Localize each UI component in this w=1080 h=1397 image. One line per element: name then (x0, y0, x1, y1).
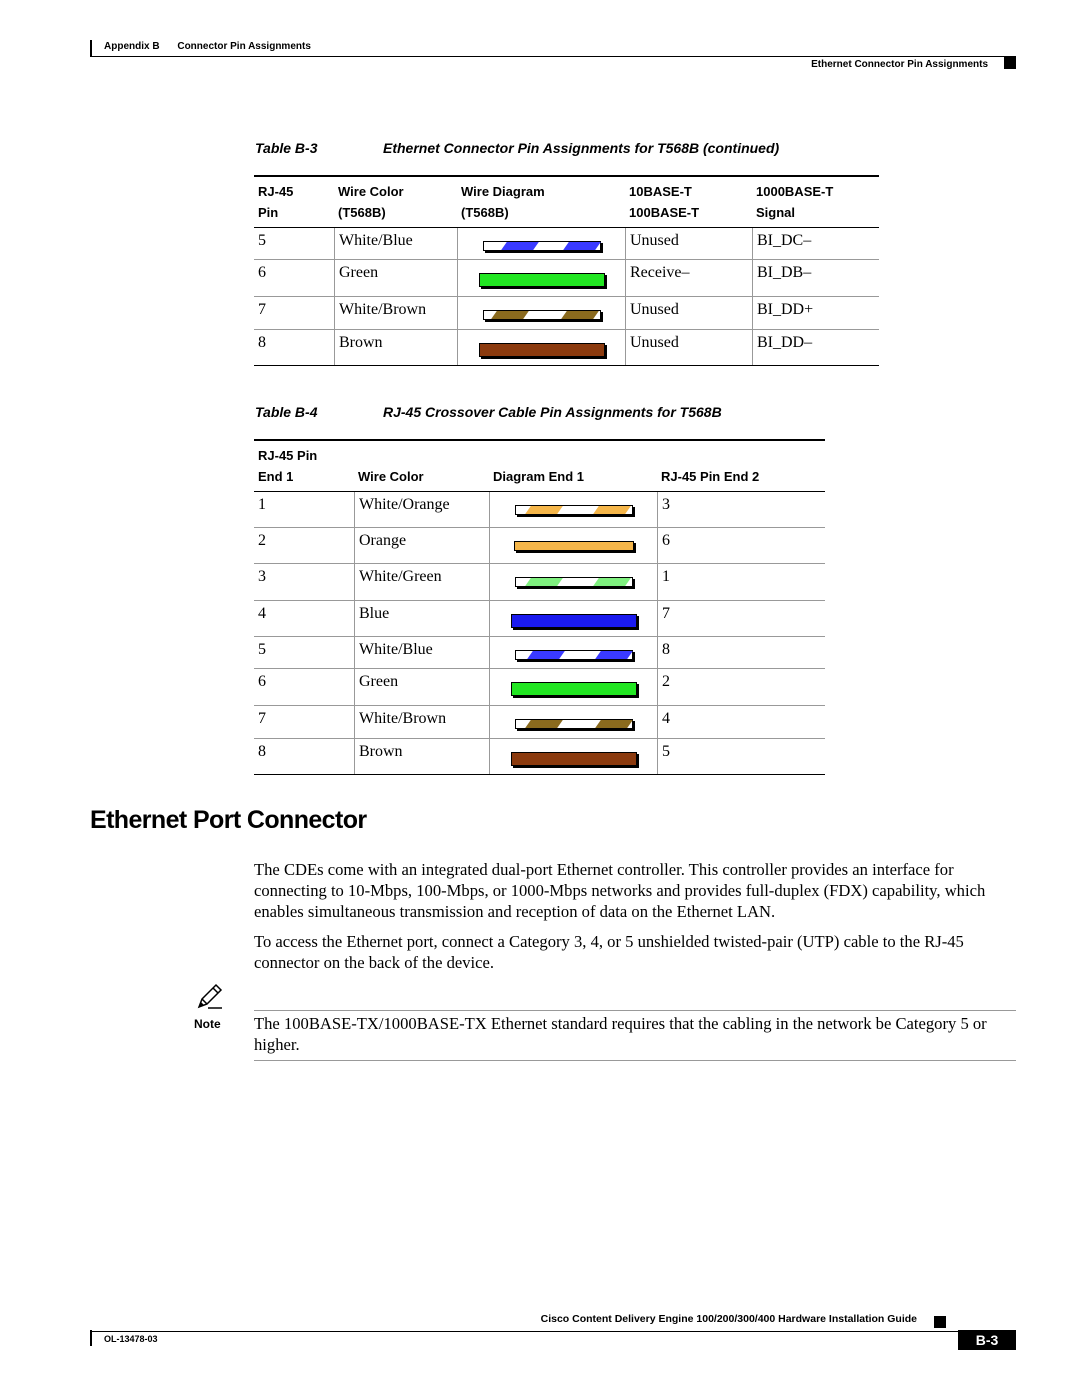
wire-color-cell: White/Blue (334, 228, 457, 259)
header-line: Diagram End 1 (493, 469, 585, 484)
signal-10-100-cell: Unused (625, 228, 752, 259)
section-label: Connector Pin Assignments (177, 41, 311, 52)
wire-brown (511, 752, 637, 766)
wire-color-cell: White/Orange (354, 492, 489, 527)
pin-end2-cell: 7 (657, 601, 825, 636)
wire-color-cell: White/Brown (354, 706, 489, 738)
pin-end2-cell: 4 (657, 706, 825, 738)
header-marker (1004, 57, 1016, 69)
table-row (254, 330, 879, 366)
table-b4-label: Table B-4 (255, 404, 318, 420)
header-line (493, 445, 653, 466)
wire-color-cell: Brown (354, 739, 489, 774)
wire-brown (479, 343, 605, 357)
header-cell (489, 441, 657, 491)
wire-stripe (593, 578, 631, 586)
paragraph-access: To access the Ethernet port, connect a Category 3, 4, or 5 unshielded twisted-pair (UTP) cable to the RJ-45 connector on the back of the device. (254, 932, 964, 972)
header-line: Pin (258, 205, 279, 220)
table-row (254, 669, 825, 706)
table-row (254, 637, 825, 669)
wire-stripe (525, 506, 563, 514)
header-cell (657, 441, 825, 491)
wire-diagram-cell (489, 637, 657, 668)
footer-marker (934, 1316, 946, 1328)
pin-end2-cell: 8 (657, 637, 825, 668)
wire-diagram-cell (457, 260, 625, 296)
table-row (254, 564, 825, 601)
header-cell (457, 177, 625, 227)
wire-white-blue (515, 650, 633, 660)
pin-cell: 6 (258, 264, 266, 281)
header-cell (752, 177, 879, 227)
footer-bar (90, 1330, 92, 1346)
wire-stripe (595, 651, 633, 659)
pin-cell: 5 (258, 232, 266, 249)
header-line: RJ-45 Pin End 2 (661, 469, 760, 484)
pin-end1-cell: 5 (258, 641, 266, 658)
pin-end1-cell: 4 (258, 605, 266, 622)
wire-stripe (491, 311, 529, 319)
section-heading: Ethernet Port Connector (90, 806, 367, 834)
pin-end2-cell: 1 (657, 564, 825, 600)
pin-end2-cell: 5 (657, 739, 825, 774)
wire-diagram-cell (457, 330, 625, 365)
wire-stripe (527, 651, 565, 659)
header-cell (254, 441, 354, 491)
table-b4-header-row (254, 441, 825, 492)
header-cell (625, 177, 752, 227)
doc-number: OL-13478-03 (104, 1334, 158, 1344)
table-row (254, 601, 825, 637)
wire-blue (511, 614, 637, 628)
pin-end1-cell: 7 (258, 710, 266, 727)
pin-cell: 8 (258, 334, 266, 351)
header-line: Wire Color (358, 469, 424, 484)
table-row (254, 228, 879, 260)
signal-1000-cell: BI_DD+ (752, 297, 879, 329)
wire-green (511, 682, 637, 696)
wire-color-cell: White/Blue (354, 637, 489, 668)
header-line (358, 445, 485, 466)
running-header-left (104, 41, 326, 52)
table-b3-label: Table B-3 (255, 140, 318, 156)
header-line: RJ-45 (258, 184, 294, 199)
wire-diagram-cell (489, 564, 657, 600)
signal-1000-cell: BI_DB– (752, 260, 879, 296)
wire-white-blue (483, 241, 601, 251)
header-cell (334, 177, 457, 227)
table-row (254, 297, 879, 330)
wire-green (479, 273, 605, 287)
wire-white-brown (483, 310, 601, 320)
note-label: Note (194, 1017, 221, 1031)
note-text: The 100BASE-TX/1000BASE-TX Ethernet standard requires that the cabling in the network be Category 5 or higher. (254, 1014, 987, 1054)
table-row (254, 528, 825, 564)
wire-diagram-cell (489, 669, 657, 705)
pin-end1-cell: 3 (258, 568, 266, 585)
table-b3 (254, 175, 879, 366)
running-header-right: Ethernet Connector Pin Assignments (811, 59, 988, 70)
header-line: 100BASE-T (629, 205, 700, 220)
wire-stripe (501, 242, 539, 250)
appendix-label: Appendix B (104, 41, 160, 52)
pin-end2-cell: 6 (657, 528, 825, 563)
footer-title: Cisco Content Delivery Engine 100/200/300/400 Hardware Installation Guide (540, 1313, 917, 1325)
pin-end1-cell: 1 (258, 496, 266, 513)
wire-color-cell: White/Brown (334, 297, 457, 329)
wire-diagram-cell (489, 492, 657, 527)
table-row (254, 706, 825, 739)
note-rule-bottom (254, 1060, 1016, 1061)
paragraph-controller: The CDEs come with an integrated dual-port Ethernet controller. This controller provides an interface for connecting to 10-Mbps, 100-Mbps, or 1000-Mbps networks and provides full-duplex (FDX) capability, which enables simultaneous transmission and reception of data on the Ethernet LAN. (254, 860, 986, 921)
wire-white-orange (515, 505, 633, 515)
header-line: Signal (756, 205, 796, 220)
header-line (661, 445, 821, 466)
wire-white-brown (515, 719, 633, 729)
wire-stripe (525, 578, 563, 586)
header-line: End 1 (258, 469, 294, 484)
wire-diagram-cell (457, 297, 625, 329)
header-cell (354, 441, 489, 491)
page-number: B-3 (958, 1330, 1016, 1350)
header-line: (T568B) (461, 205, 509, 220)
wire-stripe (593, 506, 631, 514)
pin-end2-cell: 2 (657, 669, 825, 705)
wire-stripe (563, 242, 601, 250)
table-row (254, 492, 825, 528)
signal-1000-cell: BI_DC– (752, 228, 879, 259)
signal-1000-cell: BI_DD– (752, 330, 879, 365)
header-rule (90, 56, 1016, 57)
table-row (254, 739, 825, 775)
table-b4-title: RJ-45 Crossover Cable Pin Assignments for T568B (383, 404, 722, 420)
header-bar (90, 40, 92, 57)
footer-rule (90, 1331, 1016, 1332)
wire-color-cell: Orange (354, 528, 489, 563)
signal-10-100-cell: Unused (625, 297, 752, 329)
header-cell (254, 177, 334, 227)
header-line: (T568B) (338, 205, 386, 220)
pin-cell: 7 (258, 301, 266, 318)
wire-stripe (561, 311, 599, 319)
table-b3-header-row (254, 177, 879, 228)
pin-end1-cell: 2 (258, 532, 266, 549)
note-rule-top (254, 1010, 1016, 1011)
wire-white-green (515, 577, 633, 587)
table-b3-title: Ethernet Connector Pin Assignments for T568B (continued) (383, 140, 780, 156)
pin-end2-cell: 3 (657, 492, 825, 527)
header-line: Wire Diagram (461, 184, 545, 199)
wire-stripe (595, 720, 633, 728)
wire-diagram-cell (489, 739, 657, 774)
table-row (254, 260, 879, 297)
table-b4 (254, 439, 825, 775)
wire-color-cell: Brown (334, 330, 457, 365)
header-line: RJ-45 Pin (258, 448, 318, 463)
wire-diagram-cell (489, 601, 657, 636)
header-line: Wire Color (338, 184, 404, 199)
wire-color-cell: White/Green (354, 564, 489, 600)
wire-diagram-cell (457, 228, 625, 259)
signal-10-100-cell: Receive– (625, 260, 752, 296)
wire-diagram-cell (489, 528, 657, 563)
wire-color-cell: Green (334, 260, 457, 296)
signal-10-100-cell: Unused (625, 330, 752, 365)
wire-color-cell: Blue (354, 601, 489, 636)
wire-color-cell: Green (354, 669, 489, 705)
header-line: 1000BASE-T (756, 184, 834, 199)
wire-stripe (525, 720, 563, 728)
pin-end1-cell: 8 (258, 743, 266, 760)
pin-end1-cell: 6 (258, 673, 266, 690)
pencil-icon (196, 982, 224, 1010)
header-line: 10BASE-T (629, 184, 692, 199)
wire-orange (514, 541, 634, 551)
wire-diagram-cell (489, 706, 657, 738)
